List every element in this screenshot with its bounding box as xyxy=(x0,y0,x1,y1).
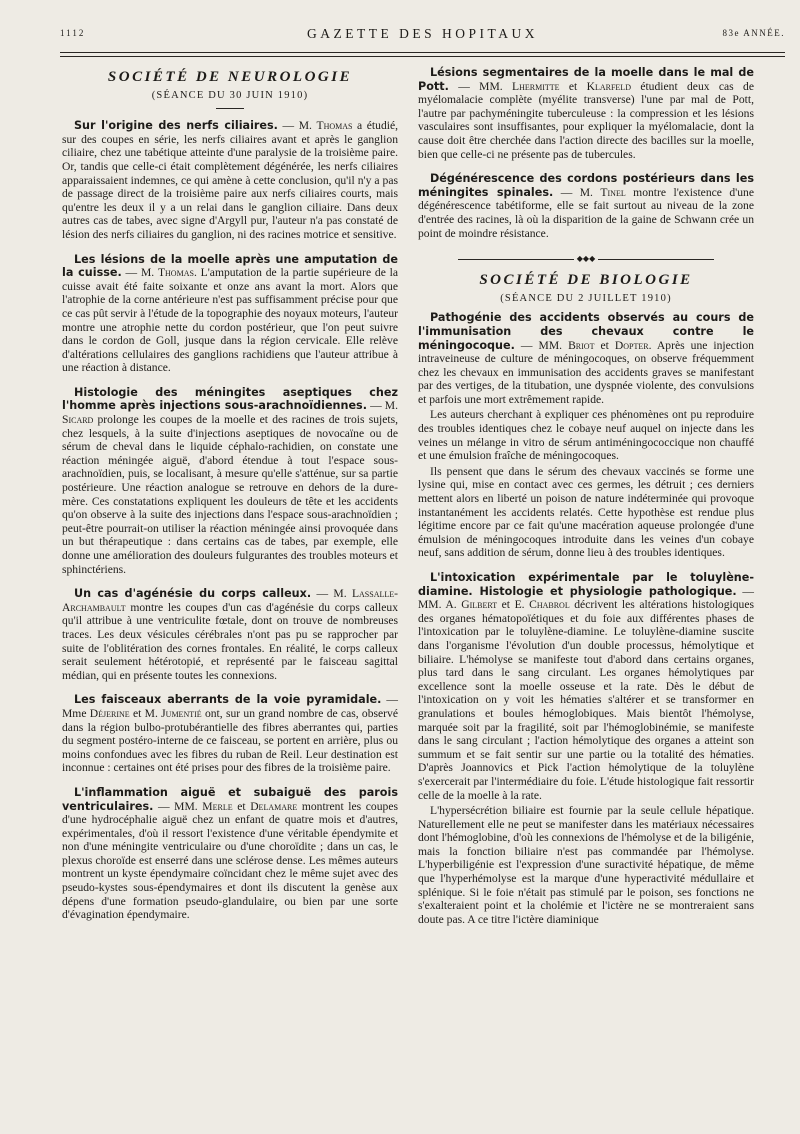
article: Dégénérescence des cordons postérieurs dans les méningites spinales. — M. Tinel montre l'existence d'une dégénérescence tabétiforme, elle se fait surtout au niveau de la zone d'entrée des racines, là où la disparition de la gaine de Schwann crée un point de moindre résistance. xyxy=(418,172,754,240)
author-name: Lhermitte xyxy=(512,79,560,93)
article-paragraph: Les auteurs cherchant à expliquer ces phénomènes ont pu reproduire des troubles identiques chez le cobaye neuf auquel on injecte dans les veines un mélange in vitro de sérum antiméningococcique non chauffé et une émulsion fraîche de méningocoques. xyxy=(418,408,754,463)
author-name: Thomas xyxy=(316,119,353,133)
divider xyxy=(216,108,244,109)
article-text: montre l'existence d'une dégénérescence tabétiforme, elle se fait surtout au niveau de la zone d'entrée des racines, là où la disparition de la gaine de Schwann crée un point de moindre résistance. xyxy=(418,185,754,240)
article-title: Les lésions de la moelle après une amputation de la cuisse. xyxy=(62,252,398,280)
article-title: Pathogénie des accidents observés au cours de l'immunisation des chevaux contre le méningocoque. xyxy=(418,311,754,352)
article-paragraph: Ils pensent que dans le sérum des chevaux vaccinés se forme une lysine qui, mise en contact avec ces germes, les détruit ; ces derniers mettent alors en liberté un poison de nature indéterminée qui provoque instantanément les accidents relatés. Cette hypothèse est rendue plus légitime encore par ce fait qu'une macération aqueuse prolongée d'une émulsion de méningocoques introduite dans les veines d'un cobaye neuf, sans addition de sérum, donne lieu à des troubles identiques. xyxy=(418,464,754,560)
article-title: L'inflammation aiguë et subaiguë des parois ventriculaires. xyxy=(62,785,398,813)
author-name: Klarfeld xyxy=(586,79,631,93)
author-name: Chabrol xyxy=(529,598,570,612)
article: Les faisceaux aberrants de la voie pyramidale. — Mme Déjerine et M. Jumentié ont, sur un grand nombre de cas, observé dans la région bulbo-protubérantielle des fibres aberrantes qui, parties du segment postéro-interne de ce faisceau, se portent en arrière, plus ou moins confondues avec les fibres du ruban de Reil. Leur destination est inconnue : certaines ont été prises pour des fibres de la troisième paire. xyxy=(62,693,399,775)
article-text: prolonge les coupes de la moelle et des racines de trois sujets, chez lesquels, à la suite d'injections aseptiques de novocaïne ou de sérum de cheval dans le liquide céphalo-rachidien, on constate une réaction méningée aiguë, d'abord étendue à tout l'espace sous-arachnoïdien, puis, se localisant, à mesure qu'elle s'atténue, sur sa partie postérieure. Une réaction analogue se retrouve en dehors de la dure-mère. Ces constatations expliquent les douleurs de tête et les accidents qu'on observe à la suite des injections dans l'espace sous-arachnoïdien ; peut-être pourrait-on utiliser la réaction méningée ainsi provoquée dans un but thérapeutique : dans certains cas de tabes, par exemple, elle donne une amélioration des douleurs fulgurantes des troubles moteurs et sphinctériens. xyxy=(62,413,398,576)
author-name: Jumentié xyxy=(161,706,202,720)
society-title: SOCIÉTÉ DE BIOLOGIE xyxy=(479,272,693,289)
author-name: Delamare xyxy=(250,799,298,813)
article: Sur l'origine des nerfs ciliaires. — M. Thomas a étudié, sur des coupes en série, les nerfs ciliaires avant et après le ganglion ciliaire, chez une tabétique atteinte d'une paralysie de la troisième paire. Or, tandis que celle-ci était complètement dégénérée, les nerfs ciliaires apparaissaient indemnes, ce qui amène à cette conclusion, qu'il n'y a pas de passage direct de la troisième paire aux nerfs ciliaires courts, mais qu'entre les deux il y a un relai dans le ganglion ciliaire. Dans deux autres cas de tabes, avec signe d'Argyll pur, l'auteur n'a pas constaté de lésion des nerfs ciliaires du ganglion, ni des racines motrice et sensitive. xyxy=(62,119,399,241)
author-name: Déjerine xyxy=(89,706,130,720)
article-text: . L'amputation de la partie supérieure de la cuisse avait été faite soixante et onze ans avant la mort. Alors que l'atrophie de la corne antérieure n'est pas suffisamment précise pour que ce cas pût servir à l'étude de la topographie des noyaux moteurs, l'auteur montre une atrophie nette du cordon postérieur, que l'on peut suivre dans le cordon de Goll, jusque dans la région cervicale. Elle relève d'altérations cellulaires des ganglions rachidiens que l'auteur attribue à une réaction à distance. xyxy=(62,266,398,375)
article-text: montre les coupes d'un cas d'agénésie du corps calleux qu'il attribue à une ventriculite fœtale, dont on trouve de nombreuses traces. Les deux vésicules cérébrales n'ont pas pu se rapprocher par suite de l'oblitération des cornes frontales. En réalité, le corps calleux serait seulement hétérotopié, et représenté par le faisceau sagittal médian, qui en présente toutes les connexions. xyxy=(62,600,398,682)
left-column xyxy=(62,66,398,933)
journal-title: GAZETTE DES HOPITAUX xyxy=(307,26,538,41)
author-name: Gilbert xyxy=(461,598,498,612)
article-text: montrent les coupes d'une hydrocéphalie aiguë chez un enfant de quatre mois et d'autres, expérimentales, d'où il ressort l'existence d'une véritable épendymite et non d'une méningite ventriculaire ou d'une choroïdite ; dans un cas, le plexus choroïde est enserré dans une sclérose dense. Les mêmes auteurs montrent un kyste épendymaire coïncidant chez le même sujet avec des pseudo-kystes sous-épendymaires et dont ils discutent la genèse aux dépens d'une formation pseudo-glandulaire, ou bien par une sorte d'évagination épendymaire. xyxy=(62,799,398,922)
article-text: étudient deux cas de myélomalacie complète (myélite transverse) l'une par mal de Pott, l'autre par pachyméningite tuberculeuse : la compression et les lésions vasculaires sont insuffisantes, pour expliquer la myélomalacie, dont la cause doit être cherchée dans l'action directe des bacilles sur la moelle, bien que celle-ci ne présente pas de tubercules. xyxy=(418,79,754,161)
article: Les lésions de la moelle après une amputation de la cuisse. — M. Thomas. L'amputation de la partie supérieure de la cuisse avait été faite soixante et onze ans avant la mort. Alors que l'atrophie de la corne antérieure n'est pas suffisamment précise pour que ce cas pût servir à l'étude de la topographie des noyaux moteurs, l'auteur montre une atrophie nette du cordon postérieur, que l'on peut suivre dans le cordon de Goll, jusque dans la région cervicale. Elle relève d'altérations cellulaires des ganglions rachidiens que l'auteur attribue à une réaction à distance. xyxy=(62,252,398,375)
article-paragraph: L'hypersécrétion biliaire est fournie par la seule cellule hépatique. Naturellement elle ne peut se manifester dans les matériaux nécessaires dont l'hémoglobine, d'où les connexions de l'hémolyse et de la biligénie, mais la fonction biliaire n'est pas commandée par l'hémolyse. L'hyperbiligénie est l'expression d'une suractivité hépatique, de même que l'hyperhémolyse est la marque d'une hyperactivité médullaire et splénique. Si le foie n'était pas stimulé par le poison, ses fonctions ne s'exalteraient point et la cholémie et l'ictère ne se montreraient sans doute pas. A ce titre l'ictère diaminique xyxy=(418,804,754,926)
author-name: Merle xyxy=(202,799,233,813)
article-title: Un cas d'agénésie du corps calleux. xyxy=(74,587,312,601)
society-title: SOCIÉTÉ DE NEUROLOGIE xyxy=(107,69,353,85)
header-rule-thin xyxy=(60,56,785,57)
article-title: L'intoxication expérimentale par le toluylène-diamine. Histologie et physiologie pathologique. xyxy=(418,571,754,598)
article: Un cas d'agénésie du corps calleux. — M. Lassalle-Archambault montre les coupes d'un cas d'agénésie du corps calleux qu'il attribue à une ventriculite fœtale, dont on trouve de nombreuses traces. Les deux vésicules cérébrales n'ont pas pu se rapprocher par suite de l'oblitération des cornes frontales. En réalité, le corps calleux serait seulement hétérotopié, et représenté par le faisceau sagittal médian, qui en présente toutes les connexions. xyxy=(62,587,399,682)
author-name: Dopter xyxy=(614,338,649,352)
header-rule xyxy=(60,52,785,53)
article: Pathogénie des accidents observés au cours de l'immunisation des chevaux contre le méningocoque. — MM. Briot et Dopter. Après une injection intraveineuse de culture de méningocoques, on observe fréquemment chez les chevaux en immunisation des accidents graves se manifestant par des vertiges, de la titubation, une dyspnée violente, des convulsions et parfois une mort extrêmement rapide. xyxy=(418,311,754,406)
author-name: Briot xyxy=(568,338,595,352)
author-name: Lassalle-Archambault xyxy=(62,587,399,614)
article: Histologie des méningites aseptiques chez l'homme après injections sous-arachnoïdiennes. — M. Sicard prolonge les coupes de la moelle et des racines de trois sujets, chez lesquels, à la suite d'injections aseptiques de novocaïne ou de sérum de cheval dans le liquide céphalo-rachidien, on constate une réaction méningée aiguë, d'abord étendue à tout l'espace sous-arachnoïdien, puis, se localisant, à mesure qu'elle s'atténue, sur sa partie postérieure. Une réaction analogue se retrouve en dehors de la dure-mère. Ces constatations expliquent les douleurs de tête et les accidents qu'on observe à la suite des injections dans l'espace sous-arachnoïdien ; peut-être pourrait-on utiliser la réaction méningée ainsi provoquée dans un but thérapeutique : dans certains cas de tabes, par exemple, elle donne une amélioration des douleurs fulgurantes des troubles moteurs et sphinctériens. xyxy=(62,385,398,576)
page-number: 1112 xyxy=(60,28,86,38)
year-label: 83e ANNÉE. xyxy=(722,28,785,38)
article-title: Sur l'origine des nerfs ciliaires. xyxy=(74,119,278,133)
running-header xyxy=(60,26,785,48)
session-date: (SÉANCE DU 2 JUILLET 1910) xyxy=(500,292,672,304)
author-name: Sicard xyxy=(62,413,94,427)
article-title: Histologie des méningites aseptiques chez l'homme après injections sous-arachnoïdiennes. xyxy=(62,385,398,413)
article-text: décrivent les altérations histologiques des organes hématopoïétiques et du foie aux différentes phases de l'intoxication par le toluylène-diamine. Le toluylène-diamine suscite dans l'organisme l'évolution d'un double processus, hémolytique et biliaire. L'hémolyse se manifeste tout d'abord dans certains organes, plus tard dans le sang circulant. Les organes hémolytiques par excellence sont la moelle osseuse et la rate. Dès le début de l'intoxication on y voit les hématies s'altérer et se transformer en granulations et boules hémoglobiques. Mais bientôt l'hémolyse, marquée soit par la fragilité, soit par l'hémoglobinémie, se manifeste dans le sang circulant ; l'action hémolytique des organes a atteint son summum et se fait sentir sur une partie ou la totalité des hématies. D'après Joannovics et Pick l'action hémolytique de la toluylène s'exercerait par l'intermédiaire du foie. L'étude histologique fait ressortir celle de la moelle à la rate. xyxy=(418,598,755,802)
article: Lésions segmentaires de la moelle dans le mal de Pott. — MM. Lhermitte et Klarfeld étudient deux cas de myélomalacie complète (myélite transverse) l'une par mal de Pott, l'autre par pachyméningite tuberculeuse : la compression et les lésions vasculaires sont insuffisantes, pour expliquer la myélomalacie, dont la cause doit être cherchée dans l'action directe des bacilles sur la moelle, bien que celle-ci ne présente pas de tubercules. xyxy=(418,66,754,161)
right-column xyxy=(418,66,754,937)
author-name: Tinel xyxy=(600,185,626,199)
article: L'inflammation aiguë et subaiguë des parois ventriculaires. — MM. Merle et Delamare montrent les coupes d'une hydrocéphalie aiguë chez un enfant de quatre mois et d'autres, expérimentales, d'où il ressort l'existence d'une véritable épendymite et non d'une méningite ventriculaire ou d'une choroïdite ; dans un cas, le plexus choroïde est enserré dans une sclérose dense. Les mêmes auteurs montrent un kyste épendymaire coïncidant chez le même sujet avec des pseudo-kystes sous-épendymaires et dont ils discutent la genèse aux dépens d'une formation pseudo-glandulaire, ou bien par une sorte d'évagination épendymaire. xyxy=(62,785,398,922)
article-title: Dégénérescence des cordons postérieurs dans les méningites spinales. xyxy=(418,172,754,199)
article: L'intoxication expérimentale par le toluylène-diamine. Histologie et physiologie pathologique. — MM. A. Gilbert et E. Chabrol décrivent les altérations histologiques des organes hématopoïétiques et du foie aux différentes phases de l'intoxication par le toluylène-diamine. Le toluylène-diamine suscite dans l'organisme l'évolution d'un double processus, hémolytique et biliaire. L'hémolyse se manifeste tout d'abord dans certains organes, plus tard dans le sang circulant. Les organes hémolytiques par excellence sont la moelle osseuse et la rate. Dès le début de l'intoxication on y voit les hématies s'altérer et se transformer en granulations et boules hémoglobiques. Mais bientôt l'hémolyse, marquée soit par la fragilité, soit par l'hémoglobinémie, se manifeste dans le sang circulant ; l'action hémolytique des organes a atteint son summum et se fait sentir sur une partie ou la totalité des hématies. D'après Joannovics et Pick l'action hémolytique de la toluylène s'exercerait par l'intermédiaire du foie. L'étude histologique fait ressortir celle de la moelle à la rate. xyxy=(418,571,755,802)
article-text: . Après une injection intraveineuse de culture de méningocoques, on observe fréquemment chez les chevaux en immunisation des accidents graves se manifestant par des vertiges, de la titubation, une dyspnée violente, des convulsions et parfois une mort extrêmement rapide. xyxy=(418,338,754,406)
article-text: a étudié, sur des coupes en série, les nerfs ciliaires avant et après le ganglion ciliaire, chez une tabétique atteinte d'une paralysie de la troisième paire. Or, tandis que celle-ci était complètement dégénérée, les nerfs ciliaires apparaissaient indemnes, ce qui amène à cette conclusion, qu'il n'y a pas de passage direct de la troisième paire aux nerfs ciliaires courts, mais qu'entre les deux il y a un relai dans le ganglion ciliaire. Dans deux autres cas de tabes, avec signe d'Argyll pur, l'auteur n'a pas constaté de lésion des nerfs ciliaires du ganglion, ni des racines motrice et sensitive. xyxy=(62,119,399,241)
article-text: ont, sur un grand nombre de cas, observé dans la région bulbo-protubérantielle des fibres aberrantes qui, parties du segment postéro-interne de ce faisceau, se portent en arrière, plus ou moins confondues avec les fibres du ruban de Reil. Leur destination est inconnue : certaines ont été prises pour des fibres de la troisième paire. xyxy=(62,706,398,775)
author-name: Thomas xyxy=(157,266,194,280)
article-title: Lésions segmentaires de la moelle dans le mal de Pott. xyxy=(418,66,754,93)
section-divider: ◆◆◆ xyxy=(458,254,714,264)
article-title: Les faisceaux aberrants de la voie pyramidale. xyxy=(74,693,382,707)
session-date: (SÉANCE DU 30 JUIN 1910) xyxy=(151,89,309,101)
